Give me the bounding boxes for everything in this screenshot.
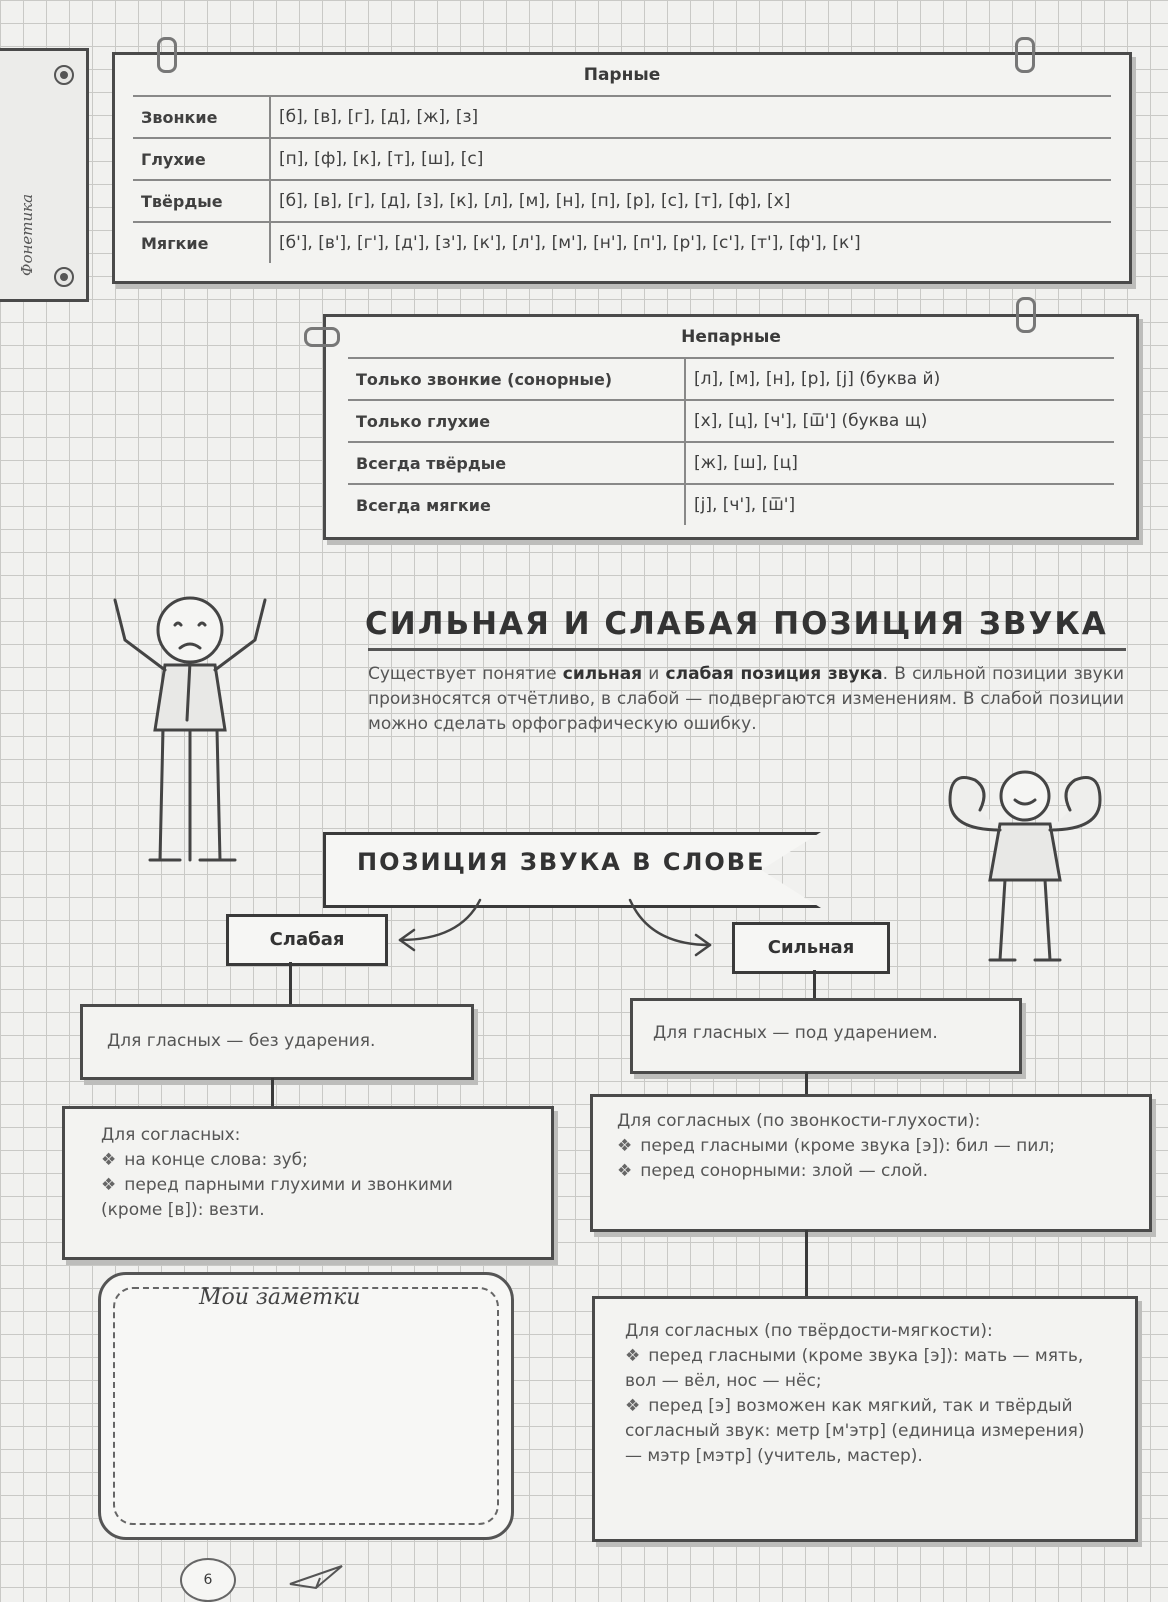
- paperclip-icon: [157, 37, 177, 73]
- connector-line: [289, 962, 292, 1004]
- connector-line: [805, 1072, 808, 1096]
- unpaired-title: Непарные: [348, 317, 1114, 359]
- table-row: Только звонкие (сонорные) [л], [м], [н], [р], [j] (буква й): [348, 359, 1114, 400]
- worried-man-illustration: [95, 580, 285, 880]
- strong-vowels-box: Для гласных — под ударением.: [630, 998, 1022, 1074]
- paired-table: [112, 52, 1132, 284]
- notes-dashed-border: [113, 1287, 499, 1525]
- paperclip-icon: [1015, 37, 1035, 73]
- table-row: Всегда мягкие [j], [ч'], [ш̅']: [348, 484, 1114, 525]
- strong-label: Сильная: [732, 922, 890, 974]
- strong-hard-box: Для согласных (по твёрдости-мягкости): ❖ перед гласными (кроме звука [э]): мать — мять, вол — вёл, нос — нёс; ❖ перед [э] возможен как мягкий, так и твёрдый согласный звук: метр [м'этр] (единица измерения) — мэтр [мэтр] (учитель, мастер).: [592, 1296, 1138, 1542]
- sidebar-label: Фонетика: [18, 193, 36, 276]
- ring-icon: [54, 267, 74, 287]
- strong-man-illustration: [920, 760, 1130, 980]
- connector-line: [271, 1078, 274, 1108]
- ring-icon: [54, 65, 74, 85]
- connector-line: [813, 970, 816, 1000]
- branch-arrows: [380, 895, 740, 975]
- weak-consonants-box: Для согласных: ❖ на конце слова: зуб; ❖ перед парными глухими и звонкими (кроме [в]): везти.: [62, 1106, 554, 1260]
- table-row: Глухие [п], [ф], [к], [т], [ш], [с]: [133, 138, 1111, 180]
- page-number: 6: [180, 1558, 236, 1602]
- weak-vowels-box: Для гласных — без ударения.: [80, 1004, 474, 1080]
- weak-label: Слабая: [226, 914, 388, 966]
- table-row: Звонкие [б], [в], [г], [д], [ж], [з]: [133, 97, 1111, 138]
- paired-title: Парные: [133, 55, 1111, 97]
- section-title: СИЛЬНАЯ И СЛАБАЯ ПОЗИЦИЯ ЗВУКА: [365, 606, 1108, 642]
- position-banner-text: ПОЗИЦИЯ ЗВУКА В СЛОВЕ: [357, 848, 766, 876]
- paper-plane-icon: [286, 1562, 346, 1592]
- paired-rows: [133, 97, 1111, 263]
- unpaired-rows: [348, 359, 1114, 525]
- table-row: Твёрдые [б], [в], [г], [д], [з], [к], [л], [м], [н], [п], [р], [с], [т], [ф], [х]: [133, 180, 1111, 222]
- paperclip-icon: [304, 327, 340, 347]
- strong-voice-box: Для согласных (по звонкости-глухости): ❖ перед гласными (кроме звука [э]): бил — пил; ❖ перед сонорными: злой — слой.: [590, 1094, 1152, 1232]
- notes-box[interactable]: [98, 1272, 514, 1540]
- paperclip-icon: [1016, 297, 1036, 333]
- arrow-right-icon: [630, 900, 710, 945]
- title-underline: [368, 648, 1126, 651]
- table-row: Мягкие [б'], [в'], [г'], [д'], [з'], [к'], [л'], [м'], [н'], [п'], [р'], [с'], [т'], [ф'], [к']: [133, 222, 1111, 263]
- arrow-left-icon: [400, 900, 480, 940]
- table-row: Только глухие [х], [ц], [ч'], [ш̅'] (буква щ): [348, 400, 1114, 442]
- unpaired-table: [323, 314, 1139, 540]
- sidebar-tab: [0, 48, 89, 302]
- notes-title: Мои заметки: [199, 1285, 361, 1310]
- section-paragraph: Существует понятие сильная и слабая позиция звука. В сильной позиции звуки произносятся отчётливо, в слабой — подвергаются изменениям. В слабой позиции можно сделать орфографическую ошибку.: [368, 664, 1125, 734]
- connector-line: [805, 1230, 808, 1298]
- table-row: Всегда твёрдые [ж], [ш], [ц]: [348, 442, 1114, 484]
